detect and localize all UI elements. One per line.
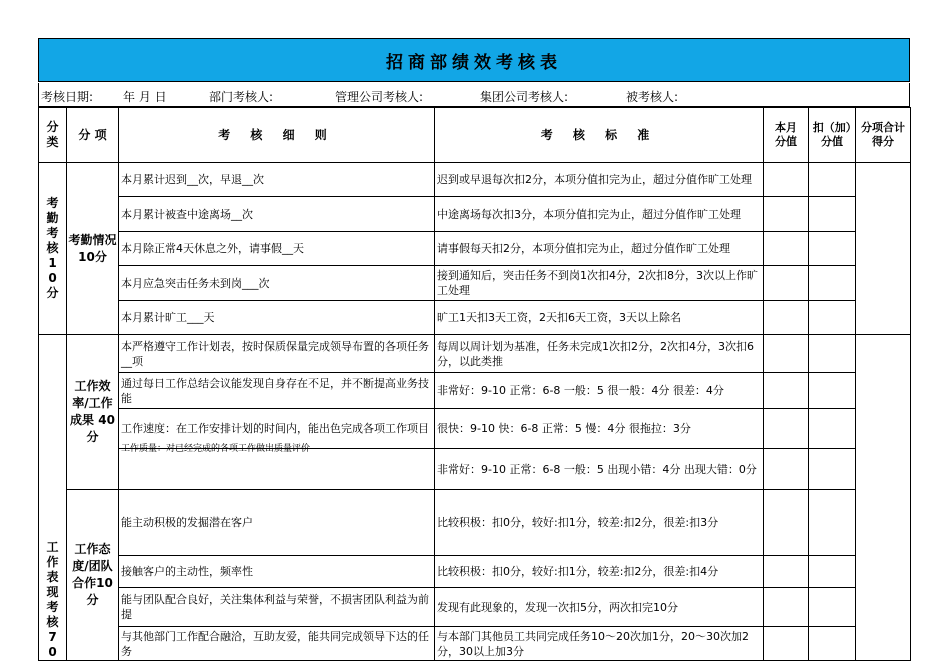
month-score-cell[interactable] <box>764 232 809 266</box>
month-score-cell[interactable] <box>764 588 809 627</box>
month-score-cell[interactable] <box>764 335 809 373</box>
standard-cell: 比较积极：扣0分，较好:扣1分，较差:扣2分，很差:扣4分 <box>435 556 764 588</box>
col-month-score: 本月分值 <box>764 108 809 163</box>
deduct-cell[interactable] <box>809 301 856 335</box>
date-value: 年 月 日 <box>123 90 167 104</box>
subtotal-cell[interactable] <box>856 335 911 661</box>
month-score-cell[interactable] <box>764 490 809 556</box>
detail-cell: 本月累计被查中途离场__次 <box>119 197 435 232</box>
date-label: 考核日期: <box>41 90 94 104</box>
table-row <box>39 301 911 335</box>
detail-cell: 工作速度：在工作安排计划的时间内，能出色完成各项工作项目 <box>119 409 435 449</box>
deduct-cell[interactable] <box>809 373 856 409</box>
subitem-cell: 考勤情况10分 <box>67 163 119 335</box>
detail-cell: 与其他部门工作配合融洽，互助友爱，能共同完成领导下达的任务 <box>119 627 435 661</box>
category-cell: 考勤考核10分 <box>39 163 67 335</box>
sheet-title: 招商部绩效考核表 <box>38 38 910 82</box>
detail-cell: 本严格遵守工作计划表，按时保质保量完成领导布置的各项任务__项 <box>119 335 435 373</box>
subitem-cell: 工作态度/团队合作10分 <box>67 490 119 661</box>
month-score-cell[interactable] <box>764 197 809 232</box>
deduct-cell[interactable] <box>809 232 856 266</box>
subitem-cell: 工作效率/工作成果 40分 <box>67 335 119 490</box>
detail-cell: 能与团队配合良好，关注集体利益与荣誉，不损害团队利益为前提 <box>119 588 435 627</box>
table-row <box>39 490 911 556</box>
detail-cell: 本月应急突击任务未到岗___次 <box>119 266 435 301</box>
standard-cell: 发现有此现象的，发现一次扣5分，两次扣完10分 <box>435 588 764 627</box>
detail-cell: 本月除正常4天休息之外，请事假__天 <box>119 232 435 266</box>
col-subtotal: 分项合计得分 <box>856 108 911 163</box>
standard-cell: 很快：9-10 快：6-8 正常：5 慢：4分 很拖拉：3分 <box>435 409 764 449</box>
table-row <box>39 409 911 449</box>
detail-cell: 通过每日工作总结会议能发现自身存在不足，并不断提高业务技能 <box>119 373 435 409</box>
table-row <box>39 556 911 588</box>
standard-cell: 非常好：9-10 正常：6-8 一般：5 出现小错：4分 出现大错：0分 <box>435 449 764 490</box>
mgmt-reviewer-label: 管理公司考核人: <box>335 90 424 104</box>
month-score-cell[interactable] <box>764 373 809 409</box>
standard-cell: 每周以周计划为基准，任务未完成1次扣2分，2次扣4分，3次扣6分，以此类推 <box>435 335 764 373</box>
standard-cell: 中途离场每次扣3分，本项分值扣完为止，超过分值作旷工处理 <box>435 197 764 232</box>
table-row <box>39 163 911 197</box>
month-score-cell[interactable] <box>764 409 809 449</box>
month-score-cell[interactable] <box>764 556 809 588</box>
deduct-cell[interactable] <box>809 409 856 449</box>
dept-reviewer-label: 部门考核人: <box>209 90 274 104</box>
subtotal-cell[interactable] <box>856 163 911 335</box>
deduct-cell[interactable] <box>809 588 856 627</box>
col-subitem: 分 项 <box>67 108 119 163</box>
month-score-cell[interactable] <box>764 163 809 197</box>
standard-cell: 比较积极：扣0分，较好:扣1分，较差:扣2分，很差:扣3分 <box>435 490 764 556</box>
standard-cell: 非常好：9-10 正常：6-8 一般：5 很一般：4分 很差：4分 <box>435 373 764 409</box>
month-score-cell[interactable] <box>764 627 809 661</box>
detail-cell: 本月累计迟到__次，早退__次 <box>119 163 435 197</box>
month-score-cell[interactable] <box>764 449 809 490</box>
group-reviewer-label: 集团公司考核人: <box>480 90 569 104</box>
detail-cell: 接触客户的主动性，频率性 <box>119 556 435 588</box>
month-score-cell[interactable] <box>764 266 809 301</box>
deduct-cell[interactable] <box>809 627 856 661</box>
deduct-cell[interactable] <box>809 556 856 588</box>
col-category: 分类 <box>39 108 67 163</box>
col-deduct-add: 扣（加）分值 <box>809 108 856 163</box>
detail-cell: 能主动积极的发掘潜在客户 <box>119 490 435 556</box>
table-row <box>39 449 911 490</box>
assessment-table <box>38 107 911 661</box>
month-score-cell[interactable] <box>764 301 809 335</box>
standard-cell: 旷工1天扣3天工资，2天扣6天工资，3天以上除名 <box>435 301 764 335</box>
table-row <box>39 197 911 232</box>
table-row <box>39 373 911 409</box>
column-header-row <box>39 108 911 163</box>
col-standard: 考 核 标 准 <box>435 108 764 163</box>
table-row <box>39 232 911 266</box>
deduct-cell[interactable] <box>809 449 856 490</box>
standard-cell: 与本部门其他员工共同完成任务10～20次加1分，20～30次加2分，30以上加3分 <box>435 627 764 661</box>
reviewee-label: 被考核人: <box>626 90 679 104</box>
standard-cell: 请事假每天扣2分，本项分值扣完为止，超过分值作旷工处理 <box>435 232 764 266</box>
detail-cell: 工作质量：对已经完成的各项工作做出质量评价 <box>119 449 435 490</box>
col-detail: 考 核 细 则 <box>119 108 435 163</box>
table-row <box>39 588 911 627</box>
category-cell: 工作表现考核70 <box>39 335 67 661</box>
deduct-cell[interactable] <box>809 163 856 197</box>
deduct-cell[interactable] <box>809 266 856 301</box>
deduct-cell[interactable] <box>809 197 856 232</box>
standard-cell: 接到通知后，突击任务不到岗1次扣4分，2次扣8分，3次以上作旷工处理 <box>435 266 764 301</box>
standard-cell: 迟到或早退每次扣2分，本项分值扣完为止，超过分值作旷工处理 <box>435 163 764 197</box>
deduct-cell[interactable] <box>809 490 856 556</box>
table-row <box>39 335 911 373</box>
deduct-cell[interactable] <box>809 335 856 373</box>
table-row <box>39 627 911 661</box>
table-row <box>39 266 911 301</box>
detail-cell: 本月累计旷工___天 <box>119 301 435 335</box>
